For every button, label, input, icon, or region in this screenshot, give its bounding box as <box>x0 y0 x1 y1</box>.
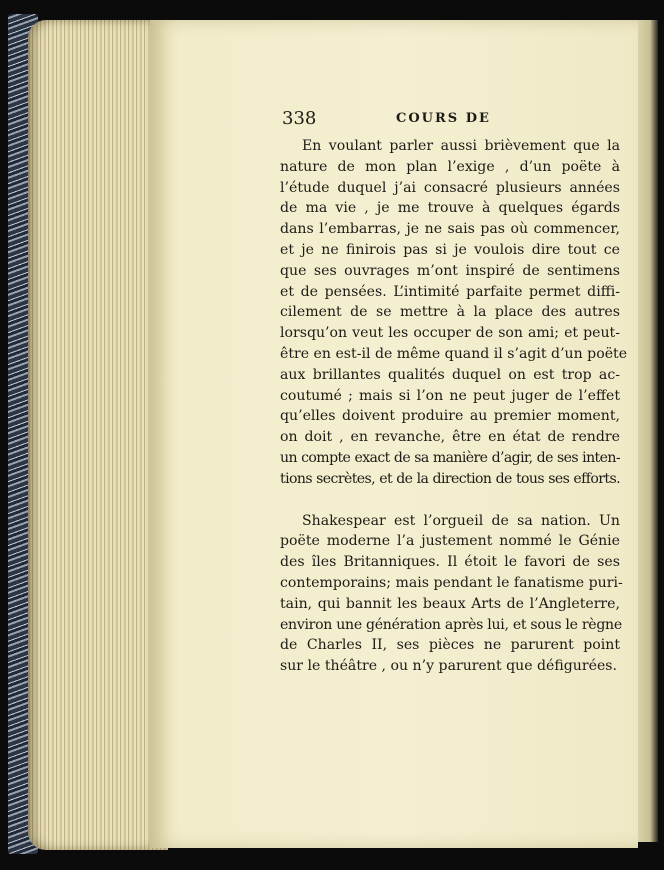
body-text <box>280 136 628 677</box>
page-number: 338 <box>282 108 317 129</box>
text-line: contemporains; mais pendant le fanatisme puri- <box>280 574 623 591</box>
text-line: et de pensées. L’intimité parfaite permet diffi- <box>280 283 620 300</box>
text-line: cilement de se mettre à la place des autres <box>280 304 620 321</box>
text-line: En voulant parler aussi brièvement que la <box>302 138 620 154</box>
text-line: dans l’embarras, je ne sais pas où commencer, <box>280 221 620 238</box>
text-line: que ses ouvrages m’ont inspiré de sentimens <box>280 262 620 279</box>
right-page-edge <box>638 20 658 842</box>
text-line: des îles Britanniques. Il étoit le favori de ses <box>280 554 620 571</box>
text-line: coutumé ; mais si l’on ne peut juger de l’effet <box>280 387 620 404</box>
paragraph-gap <box>280 490 620 511</box>
text-line: un compte exact de sa manière d’agir, de ses inten- <box>280 449 620 466</box>
text-line: Shakespear est l’orgueil de sa nation. Un <box>302 512 620 529</box>
text-line: nature de mon plan l’exige , d’un poëte à <box>280 158 620 175</box>
text-line: de ma vie , je me trouve à quelques égards <box>280 200 620 217</box>
text-line: environ une génération après lui, et sous le règne <box>280 616 622 633</box>
text-line: l’étude duquel j’ai consacré plusieurs années <box>280 179 620 196</box>
text-line: tions secrètes, et de la direction de tous ses efforts. <box>280 470 620 487</box>
text-line: lorsqu’on veut les occuper de son ami; et peut- <box>280 325 620 342</box>
text-line: sur le théâtre , ou n’y parurent que défigurées. <box>280 658 618 675</box>
paragraph-2 <box>280 511 623 677</box>
paragraph-1 <box>280 136 628 490</box>
text-line: et je ne finirois pas si je voulois dire tout ce <box>280 241 620 258</box>
text-line: qu’elles doivent produire au premier moment, <box>280 408 620 425</box>
text-line: poëte moderne l’a justement nommé le Génie <box>280 533 620 550</box>
text-line: être en est-il de même quand il s’agit d’un poëte <box>280 345 628 362</box>
text-line: aux brillantes qualités duquel on est trop ac- <box>280 366 620 383</box>
text-line: tain, qui bannit les beaux Arts de l’Angleterre, <box>280 595 620 612</box>
running-head: COURS DE <box>396 111 491 126</box>
page-stack-edge <box>28 20 168 850</box>
text-line: de Charles II, ses pièces ne parurent point <box>280 637 620 654</box>
page-header <box>282 108 612 132</box>
text-line: on doit , en revanche, être en état de rendre <box>280 429 620 446</box>
